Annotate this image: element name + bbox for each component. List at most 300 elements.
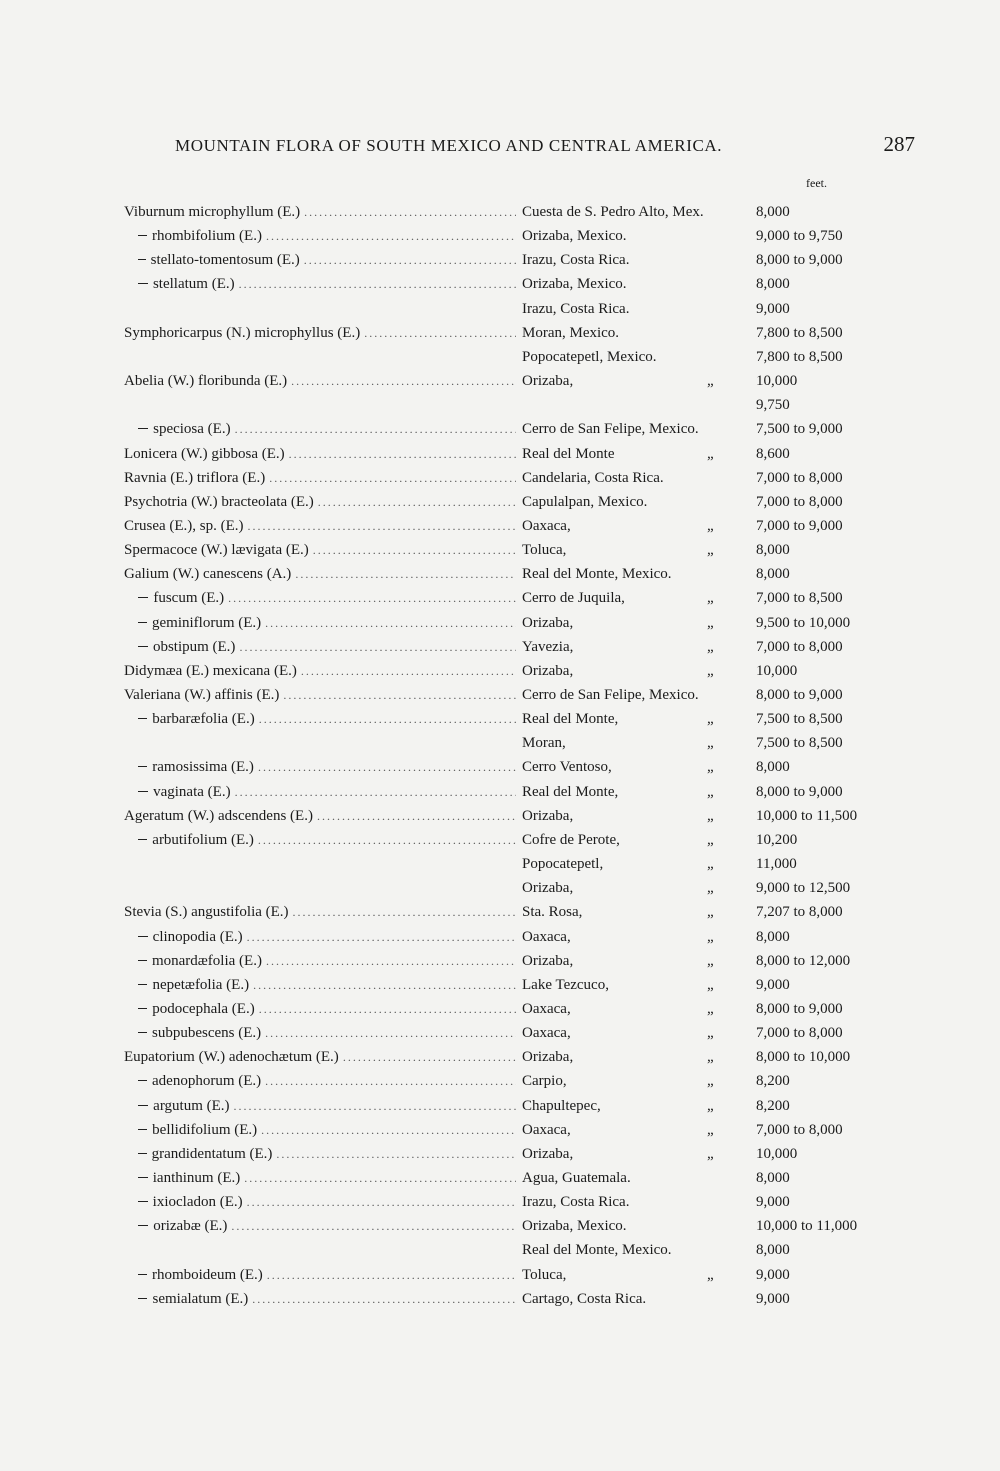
- altitude: 9,000: [756, 1291, 790, 1307]
- altitude: 8,000: [756, 1242, 790, 1258]
- altitude: 8,000 to 9,000: [756, 1001, 843, 1017]
- species-name: ianthinum (E.): [152, 1170, 241, 1186]
- altitude: 7,800 to 8,500: [756, 325, 843, 341]
- ditto-mark: „: [707, 953, 714, 969]
- altitude: 7,500 to 8,500: [756, 735, 843, 751]
- species-name-cell: [138, 780, 516, 804]
- locality: Yavezia,: [522, 639, 574, 655]
- table-row: [0, 707, 1000, 731]
- table-row: [0, 272, 1000, 296]
- dot-leader: [304, 200, 516, 224]
- genus-repeat-dash: [138, 1032, 147, 1033]
- table-row: [0, 683, 1000, 707]
- ditto-mark: „: [707, 977, 714, 993]
- dot-leader: [313, 538, 516, 562]
- species-name-cell: [138, 973, 516, 997]
- altitude: 8,000: [756, 1170, 790, 1186]
- dot-leader: [293, 900, 516, 924]
- locality: Cerro de San Felipe, Mexico.: [522, 687, 699, 703]
- dot-leader: [364, 321, 516, 345]
- altitude: 9,000 to 12,500: [756, 880, 851, 896]
- altitude: 8,000 to 9,000: [756, 687, 843, 703]
- altitude: 7,000 to 8,500: [756, 590, 843, 606]
- table-row: [0, 1214, 1000, 1238]
- species-name: grandidentatum (E.): [151, 1146, 273, 1162]
- altitude: 9,000: [756, 301, 790, 317]
- locality: Orizaba,: [522, 953, 574, 969]
- table-row: [0, 780, 1000, 804]
- species-name: ramosissima (E.): [152, 759, 254, 775]
- table-row: [0, 804, 1000, 828]
- locality: Cartago, Costa Rica.: [522, 1291, 647, 1307]
- table-row: [0, 925, 1000, 949]
- species-name-cell: [124, 804, 516, 828]
- table-row: [0, 248, 1000, 272]
- dot-leader: [259, 997, 516, 1021]
- genus-repeat-dash: [138, 1298, 147, 1299]
- dot-leader: [258, 755, 516, 779]
- species-name-cell: [138, 248, 516, 272]
- ditto-mark: „: [707, 1122, 714, 1138]
- species-name: Psychotria (W.) bracteolata (E.): [124, 494, 314, 510]
- locality: Popocatepetl,: [522, 856, 604, 872]
- dot-leader: [247, 925, 516, 949]
- genus-repeat-dash: [138, 1080, 147, 1081]
- species-name: stellato-tomentosum (E.): [150, 252, 300, 268]
- table-row: [0, 1045, 1000, 1069]
- locality: Orizaba,: [522, 808, 574, 824]
- dot-leader: [244, 1166, 516, 1190]
- altitude: 8,000: [756, 542, 790, 558]
- ditto-mark: „: [707, 446, 714, 462]
- genus-repeat-dash: [138, 646, 148, 647]
- genus-repeat-dash: [138, 1008, 147, 1009]
- table-row: [0, 611, 1000, 635]
- altitude: 7,500 to 9,000: [756, 421, 843, 437]
- genus-repeat-dash: [138, 1129, 147, 1130]
- species-name-cell: [124, 466, 516, 490]
- species-name-cell: [138, 586, 516, 610]
- ditto-mark: „: [707, 735, 714, 751]
- species-name: rhombifolium (E.): [151, 228, 262, 244]
- genus-repeat-dash: [138, 1225, 148, 1226]
- dot-leader: [265, 611, 516, 635]
- running-header: [175, 132, 915, 160]
- table-row: [0, 997, 1000, 1021]
- species-name: Stevia (S.) angustifolia (E.): [124, 904, 289, 920]
- altitude: 8,000: [756, 204, 790, 220]
- table-row: [0, 828, 1000, 852]
- species-name: obstipum (E.): [152, 639, 236, 655]
- table-row: [0, 1118, 1000, 1142]
- table-row: [0, 900, 1000, 924]
- species-name: Crusea (E.), sp. (E.): [124, 518, 244, 534]
- table-row: [0, 949, 1000, 973]
- locality: Real del Monte, Mexico.: [522, 566, 672, 582]
- dot-leader: [301, 659, 516, 683]
- table-row: [0, 1190, 1000, 1214]
- species-name-cell: [124, 538, 516, 562]
- altitude: 8,000: [756, 276, 790, 292]
- species-name: nepetæfolia (E.): [152, 977, 250, 993]
- locality: Agua, Guatemala.: [522, 1170, 631, 1186]
- altitude: 9,000 to 9,750: [756, 228, 843, 244]
- species-name: Ageratum (W.) adscendens (E.): [124, 808, 313, 824]
- table-row: [0, 1166, 1000, 1190]
- species-name: fuscum (E.): [153, 590, 225, 606]
- altitude: 10,000: [756, 373, 798, 389]
- species-name: orizabæ (E.): [153, 1218, 228, 1234]
- genus-repeat-dash: [138, 1177, 148, 1178]
- genus-repeat-dash: [138, 597, 148, 598]
- genus-repeat-dash: [138, 1201, 148, 1202]
- genus-repeat-dash: [138, 839, 147, 840]
- genus-repeat-dash: [138, 235, 147, 236]
- genus-repeat-dash: [138, 622, 147, 623]
- altitude: 7,800 to 8,500: [756, 349, 843, 365]
- ditto-mark: „: [707, 1025, 714, 1041]
- species-name: clinopodia (E.): [152, 929, 243, 945]
- altitude-unit-label: feet.: [806, 176, 827, 190]
- locality: Oaxaca,: [522, 518, 571, 534]
- table-row: [0, 731, 1000, 755]
- locality: Toluca,: [522, 1267, 567, 1283]
- dot-leader: [266, 949, 516, 973]
- table-row: [0, 466, 1000, 490]
- locality: Irazu, Costa Rica.: [522, 301, 630, 317]
- species-name: arbutifolium (E.): [152, 832, 254, 848]
- locality: Cerro de San Felipe, Mexico.: [522, 421, 699, 437]
- altitude: 8,000: [756, 566, 790, 582]
- altitude: 7,000 to 8,000: [756, 494, 843, 510]
- locality: Orizaba, Mexico.: [522, 1218, 627, 1234]
- locality: Orizaba,: [522, 1049, 574, 1065]
- genus-repeat-dash: [138, 283, 148, 284]
- table-row: [0, 635, 1000, 659]
- genus-repeat-dash: [138, 428, 148, 429]
- altitude: 10,000 to 11,000: [756, 1218, 858, 1234]
- species-name-cell: [124, 562, 516, 586]
- table-row: [0, 876, 1000, 900]
- dot-leader: [317, 804, 516, 828]
- species-name-cell: [138, 1021, 516, 1045]
- table-row: [0, 321, 1000, 345]
- species-name: Valeriana (W.) affinis (E.): [124, 687, 280, 703]
- species-name: bellidifolium (E.): [152, 1122, 258, 1138]
- species-name-cell: [138, 755, 516, 779]
- dot-leader: [283, 683, 516, 707]
- species-name-cell: [124, 369, 516, 393]
- table-row: [0, 562, 1000, 586]
- altitude: 7,500 to 8,500: [756, 711, 843, 727]
- locality: Real del Monte, Mexico.: [522, 1242, 672, 1258]
- locality: Toluca,: [522, 542, 567, 558]
- table-row: [0, 417, 1000, 441]
- altitude: 7,000 to 8,000: [756, 1122, 843, 1138]
- species-name: rhomboideum (E.): [151, 1267, 263, 1283]
- altitude: 7,207 to 8,000: [756, 904, 843, 920]
- locality: Orizaba,: [522, 1146, 574, 1162]
- altitude: 7,000 to 9,000: [756, 518, 843, 534]
- species-name: vaginata (E.): [153, 784, 231, 800]
- dot-leader: [265, 1021, 516, 1045]
- table-row: [0, 200, 1000, 224]
- locality: Real del Monte,: [522, 711, 619, 727]
- ditto-mark: „: [707, 929, 714, 945]
- dot-leader: [261, 1118, 516, 1142]
- ditto-mark: „: [707, 759, 714, 775]
- locality: Orizaba,: [522, 880, 574, 896]
- species-name: geminiflorum (E.): [152, 615, 262, 631]
- species-name: podocephala (E.): [152, 1001, 255, 1017]
- locality: Moran,: [522, 735, 566, 751]
- ditto-mark: „: [707, 1146, 714, 1162]
- table-row: [0, 586, 1000, 610]
- dot-leader: [289, 442, 516, 466]
- locality: Orizaba, Mexico.: [522, 228, 627, 244]
- ditto-mark: „: [707, 1001, 714, 1017]
- species-name: speciosa (E.): [153, 421, 231, 437]
- locality: Moran, Mexico.: [522, 325, 620, 341]
- dot-leader: [265, 1069, 516, 1093]
- altitude: 10,000 to 11,500: [756, 808, 858, 824]
- species-name: Eupatorium (W.) adenochætum (E.): [124, 1049, 339, 1065]
- species-name-cell: [138, 1287, 516, 1311]
- ditto-mark: „: [707, 373, 714, 389]
- species-name: barbaræfolia (E.): [152, 711, 255, 727]
- dot-leader: [234, 1094, 516, 1118]
- dot-leader: [291, 369, 516, 393]
- locality: Irazu, Costa Rica.: [522, 252, 630, 268]
- species-name-cell: [138, 1190, 516, 1214]
- ditto-mark: „: [707, 1049, 714, 1065]
- altitude: 9,500 to 10,000: [756, 615, 851, 631]
- dot-leader: [235, 780, 516, 804]
- locality: Sta. Rosa,: [522, 904, 583, 920]
- table-row: [0, 393, 1000, 417]
- ditto-mark: „: [707, 808, 714, 824]
- locality: Irazu, Costa Rica.: [522, 1194, 630, 1210]
- locality: Oaxaca,: [522, 1001, 571, 1017]
- species-name-cell: [138, 1166, 516, 1190]
- genus-repeat-dash: [138, 984, 147, 985]
- altitude: 10,000: [756, 1146, 798, 1162]
- locality: Oaxaca,: [522, 929, 571, 945]
- dot-leader: [247, 1190, 516, 1214]
- table-row: [0, 755, 1000, 779]
- species-name: ixiocladon (E.): [152, 1194, 243, 1210]
- table-row: [0, 345, 1000, 369]
- species-name-cell: [124, 659, 516, 683]
- species-name: Abelia (W.) floribunda (E.): [124, 373, 288, 389]
- altitude: 9,000: [756, 977, 790, 993]
- locality: Chapultepec,: [522, 1098, 601, 1114]
- ditto-mark: „: [707, 784, 714, 800]
- altitude: 7,000 to 8,000: [756, 470, 843, 486]
- dot-leader: [253, 973, 516, 997]
- locality: Oaxaca,: [522, 1122, 571, 1138]
- dot-leader: [304, 248, 516, 272]
- table-row: [0, 369, 1000, 393]
- dot-leader: [259, 707, 516, 731]
- table-row: [0, 538, 1000, 562]
- dot-leader: [266, 224, 516, 248]
- dot-leader: [318, 490, 516, 514]
- altitude: 8,000 to 10,000: [756, 1049, 851, 1065]
- altitude: 9,000: [756, 1267, 790, 1283]
- page-title: MOUNTAIN FLORA OF SOUTH MEXICO AND CENTRAL AMERICA.: [175, 136, 723, 155]
- genus-repeat-dash: [138, 1153, 147, 1154]
- dot-leader: [252, 1287, 516, 1311]
- locality: Capulalpan, Mexico.: [522, 494, 648, 510]
- ditto-mark: „: [707, 711, 714, 727]
- species-name-cell: [138, 925, 516, 949]
- dot-leader: [239, 272, 516, 296]
- species-name-cell: [138, 1263, 516, 1287]
- species-name-cell: [138, 611, 516, 635]
- dot-leader: [295, 562, 516, 586]
- table-row: [0, 514, 1000, 538]
- table-row: [0, 973, 1000, 997]
- locality: Orizaba, Mexico.: [522, 276, 627, 292]
- locality: Orizaba,: [522, 373, 574, 389]
- species-name-cell: [138, 1214, 516, 1238]
- species-name-cell: [138, 1118, 516, 1142]
- species-name: semialatum (E.): [152, 1291, 249, 1307]
- altitude: 8,000: [756, 929, 790, 945]
- ditto-mark: „: [707, 1073, 714, 1089]
- dot-leader: [231, 1214, 516, 1238]
- locality: Lake Tezcuco,: [522, 977, 609, 993]
- species-name-cell: [138, 1094, 516, 1118]
- altitude: 8,000: [756, 759, 790, 775]
- altitude: 9,750: [756, 397, 790, 413]
- locality: Oaxaca,: [522, 1025, 571, 1041]
- species-name-cell: [124, 490, 516, 514]
- altitude: 10,000: [756, 663, 798, 679]
- species-name-cell: [124, 321, 516, 345]
- locality: Cerro de Juquila,: [522, 590, 625, 606]
- table-row: [0, 1287, 1000, 1311]
- ditto-mark: „: [707, 542, 714, 558]
- genus-repeat-dash: [138, 936, 148, 937]
- ditto-mark: „: [707, 518, 714, 534]
- species-name-cell: [138, 707, 516, 731]
- ditto-mark: „: [707, 639, 714, 655]
- locality: Orizaba,: [522, 615, 574, 631]
- dot-leader: [276, 1142, 516, 1166]
- ditto-mark: „: [707, 832, 714, 848]
- altitude: 11,000: [756, 856, 797, 872]
- altitude: 8,000 to 9,000: [756, 784, 843, 800]
- species-name: adenophorum (E.): [152, 1073, 262, 1089]
- species-name-cell: [124, 1045, 516, 1069]
- locality: Candelaria, Costa Rica.: [522, 470, 664, 486]
- species-name: Didymæa (E.) mexicana (E.): [124, 663, 297, 679]
- genus-repeat-dash: [138, 791, 148, 792]
- species-name-cell: [138, 635, 516, 659]
- dot-leader: [258, 828, 516, 852]
- species-name-cell: [138, 417, 516, 441]
- species-name-cell: [124, 514, 516, 538]
- altitude: 8,600: [756, 446, 790, 462]
- table-row: [0, 297, 1000, 321]
- species-name: argutum (E.): [153, 1098, 230, 1114]
- table-row: [0, 1094, 1000, 1118]
- locality: Real del Monte,: [522, 784, 619, 800]
- species-name: Viburnum microphyllum (E.): [124, 204, 301, 220]
- dot-leader: [235, 417, 516, 441]
- table-row: [0, 852, 1000, 876]
- locality: Real del Monte: [522, 446, 615, 462]
- species-name-cell: [124, 683, 516, 707]
- dot-leader: [228, 586, 516, 610]
- altitude: 8,000 to 12,000: [756, 953, 851, 969]
- species-name: monardæfolia (E.): [151, 953, 262, 969]
- altitude: 8,200: [756, 1098, 790, 1114]
- page-number: 287: [883, 132, 915, 156]
- species-name: stellatum (E.): [152, 276, 235, 292]
- genus-repeat-dash: [138, 1274, 147, 1275]
- table-row: [0, 1021, 1000, 1045]
- altitude: 8,000 to 9,000: [756, 252, 843, 268]
- species-name: subpubescens (E.): [152, 1025, 262, 1041]
- table-row: [0, 1238, 1000, 1262]
- table-row: [0, 1142, 1000, 1166]
- dot-leader: [343, 1045, 516, 1069]
- altitude: 10,200: [756, 832, 798, 848]
- ditto-mark: „: [707, 1098, 714, 1114]
- table-row: [0, 442, 1000, 466]
- species-name: Spermacoce (W.) lævigata (E.): [124, 542, 309, 558]
- altitude: 7,000 to 8,000: [756, 639, 843, 655]
- species-name-cell: [138, 949, 516, 973]
- dot-leader: [269, 466, 516, 490]
- species-name-cell: [138, 1142, 516, 1166]
- species-name: Ravnia (E.) triflora (E.): [124, 470, 266, 486]
- genus-repeat-dash: [138, 259, 146, 260]
- table-row: [0, 1263, 1000, 1287]
- ditto-mark: „: [707, 663, 714, 679]
- species-name-cell: [138, 272, 516, 296]
- table-row: [0, 659, 1000, 683]
- ditto-mark: „: [707, 904, 714, 920]
- species-name: Symphoricarpus (N.) microphyllus (E.): [124, 325, 361, 341]
- genus-repeat-dash: [138, 766, 147, 767]
- genus-repeat-dash: [138, 960, 147, 961]
- species-name-cell: [124, 200, 516, 224]
- species-name-cell: [138, 1069, 516, 1093]
- species-name-cell: [138, 828, 516, 852]
- table-row: [0, 224, 1000, 248]
- species-name: Galium (W.) canescens (A.): [124, 566, 292, 582]
- ditto-mark: „: [707, 856, 714, 872]
- dot-leader: [248, 514, 516, 538]
- ditto-mark: „: [707, 590, 714, 606]
- species-name-cell: [124, 442, 516, 466]
- altitude: 9,000: [756, 1194, 790, 1210]
- species-name-cell: [124, 900, 516, 924]
- genus-repeat-dash: [138, 718, 147, 719]
- dot-leader: [239, 635, 516, 659]
- ditto-mark: „: [707, 1267, 714, 1283]
- ditto-mark: „: [707, 880, 714, 896]
- genus-repeat-dash: [138, 1105, 148, 1106]
- table-row: [0, 490, 1000, 514]
- locality: Popocatepetl, Mexico.: [522, 349, 657, 365]
- locality: Cerro Ventoso,: [522, 759, 612, 775]
- locality: Cuesta de S. Pedro Alto, Mex.: [522, 204, 704, 220]
